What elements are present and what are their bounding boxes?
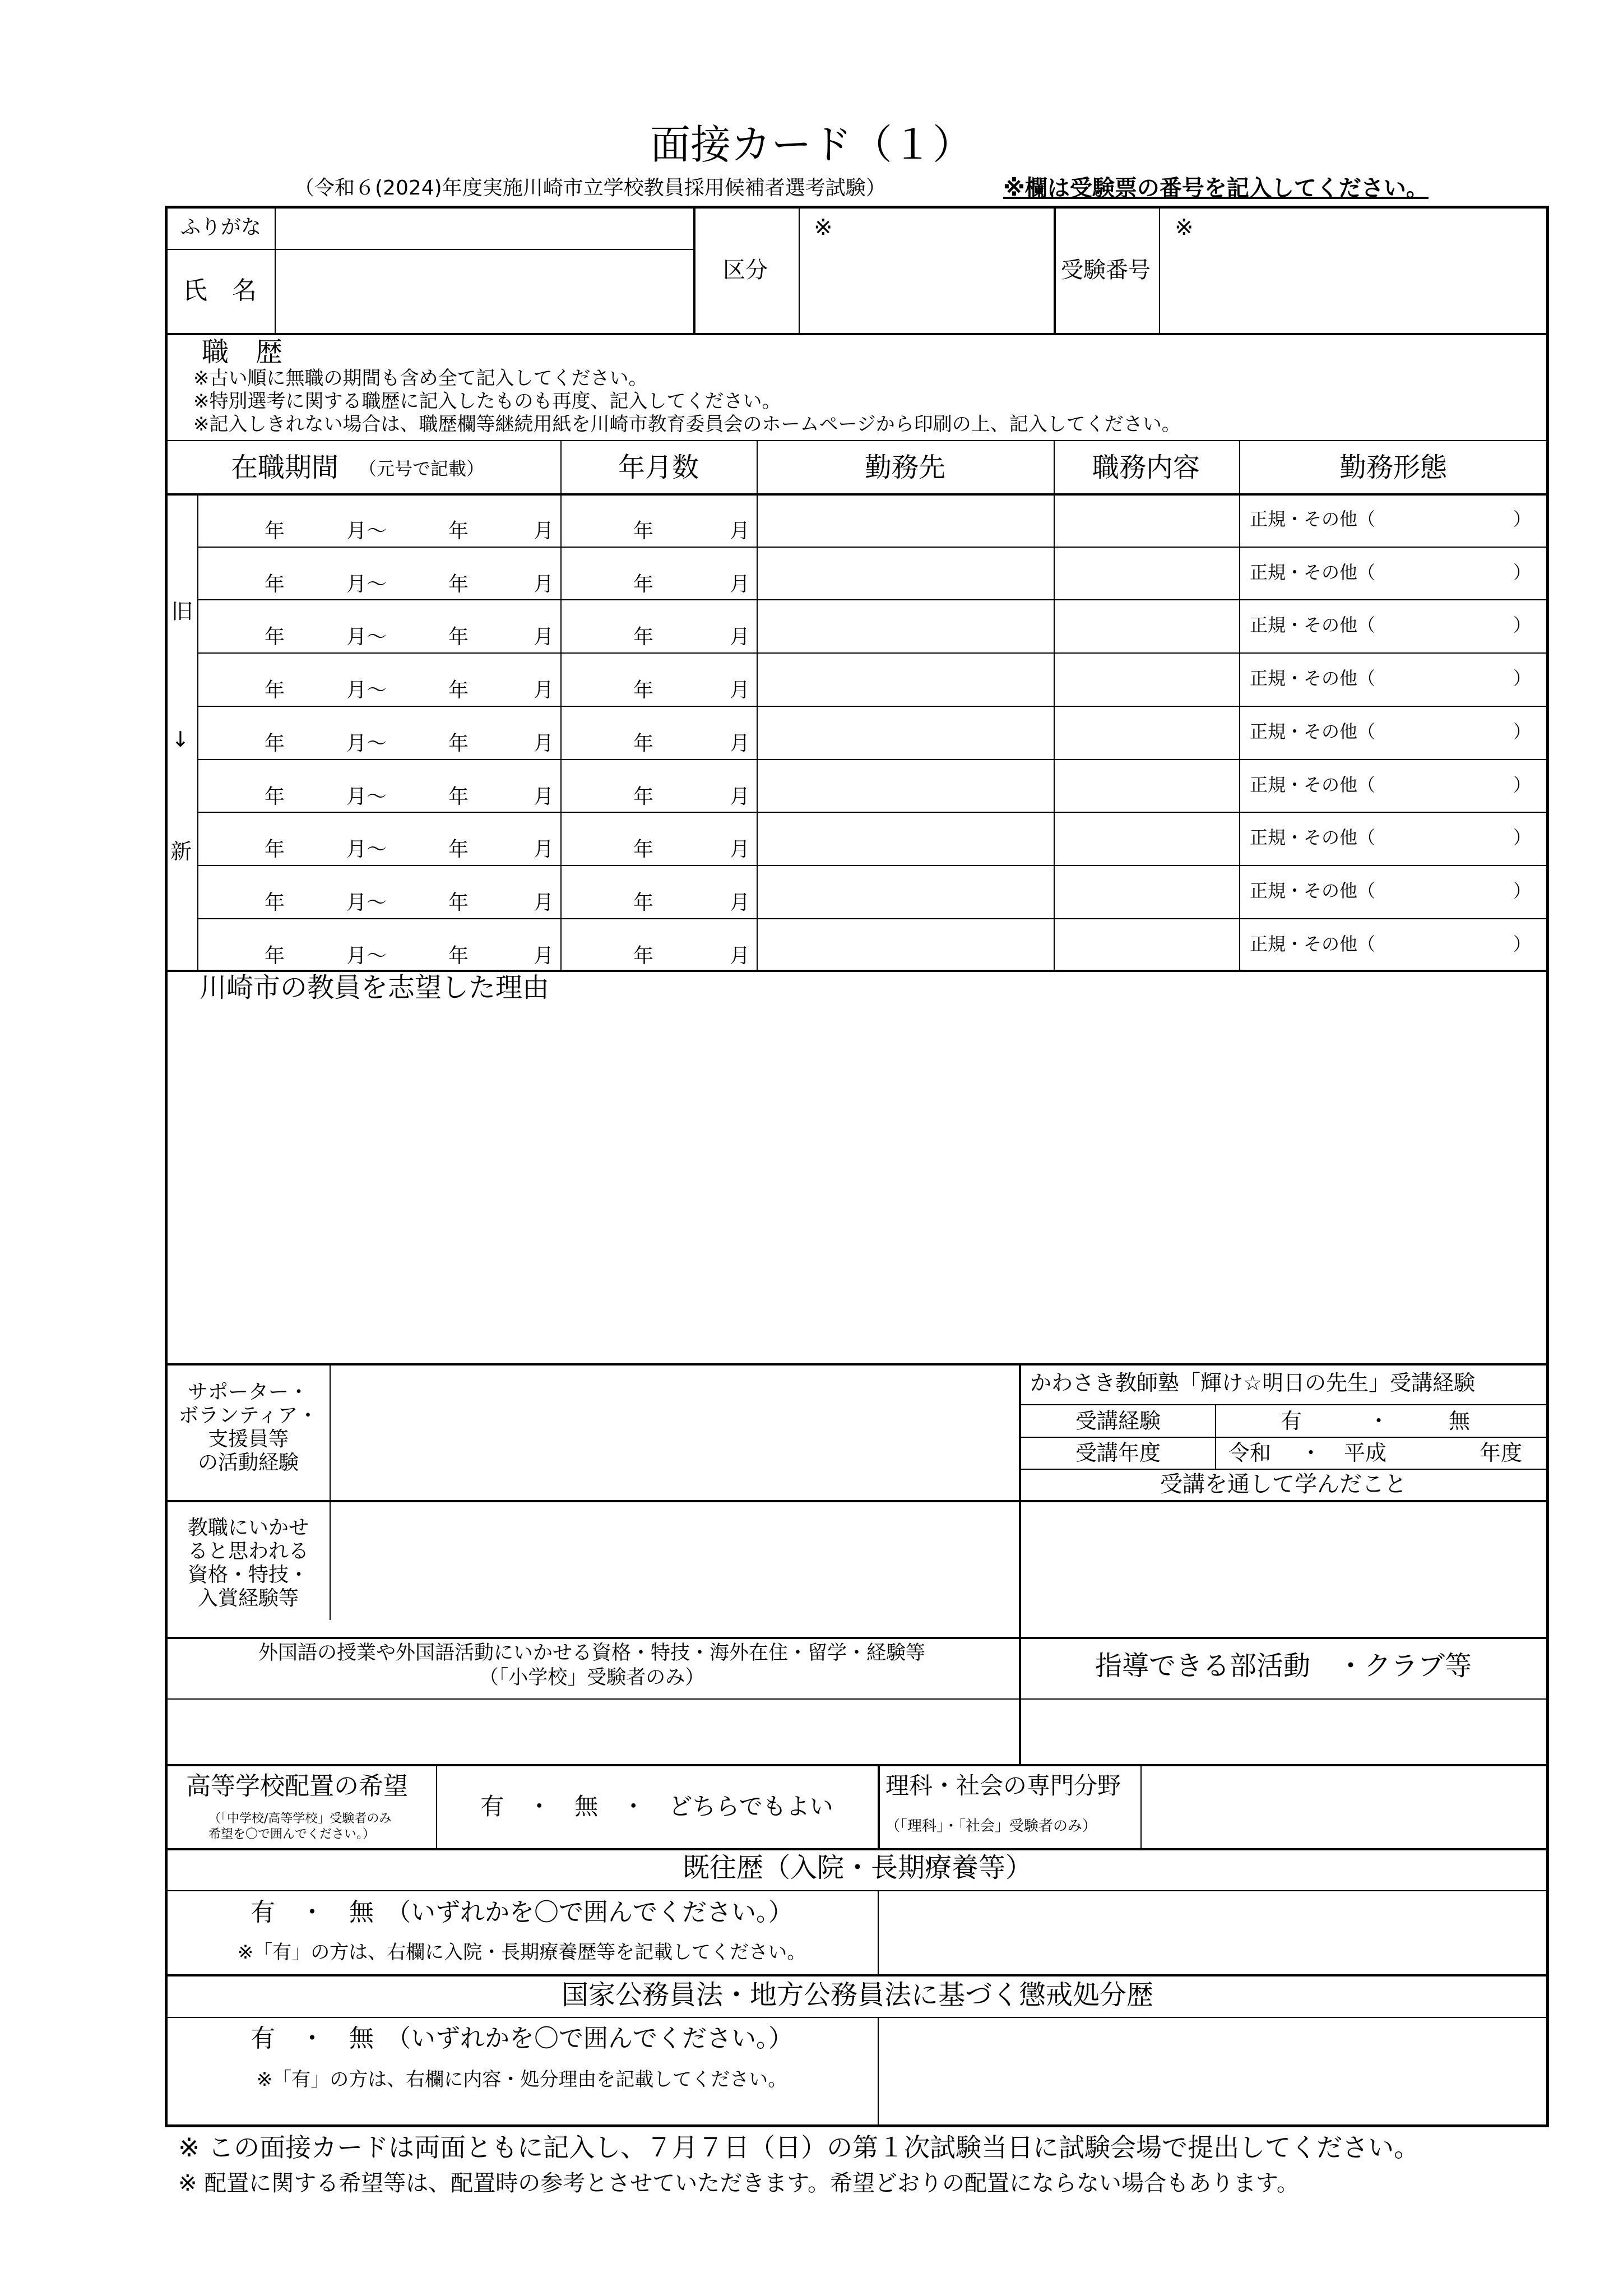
duration-year-label: 年 bbox=[633, 891, 654, 914]
duration-year-label: 年 bbox=[633, 679, 654, 702]
employment-type-option[interactable]: 正規・その他（ bbox=[1250, 933, 1376, 955]
order-label-new: 新 bbox=[170, 839, 192, 864]
specialty-label: 理科・社会の専門分野 bbox=[885, 1772, 1121, 1799]
period-from-month-label: 月〜 bbox=[346, 732, 387, 755]
name-input[interactable] bbox=[277, 251, 692, 332]
qualifications-label: ると思われる bbox=[187, 1540, 309, 1563]
period-to-month-label: 月 bbox=[534, 838, 554, 862]
juku-experience-no[interactable]: 無 bbox=[1449, 1409, 1471, 1433]
duration-month-label: 月 bbox=[730, 520, 750, 543]
duration-month-label: 月 bbox=[730, 785, 750, 808]
period-from-month-label: 月〜 bbox=[346, 679, 387, 702]
employment-type-close: ） bbox=[1513, 827, 1532, 849]
qualifications-input[interactable] bbox=[332, 1502, 1017, 1620]
duties-input[interactable] bbox=[1056, 600, 1238, 651]
employer-input[interactable] bbox=[759, 919, 1052, 970]
duration-year-label: 年 bbox=[633, 944, 654, 968]
employment-type-close: ） bbox=[1513, 720, 1532, 742]
duration-year-label: 年 bbox=[633, 838, 654, 862]
employer-input[interactable] bbox=[759, 707, 1052, 758]
period-to-year-label: 年 bbox=[448, 520, 469, 543]
activities-input[interactable] bbox=[332, 1365, 1017, 1499]
medical-options[interactable]: 有 ・ 無 （いずれかを〇で囲んでください。） bbox=[251, 1898, 793, 1927]
footer-note: ※ 配置に関する希望等は、配置時の参考とさせていただきます。希望どおりの配置にならない場合もあります。 bbox=[178, 2170, 1299, 2196]
order-label-old: 旧 bbox=[171, 599, 193, 624]
duties-input[interactable] bbox=[1056, 813, 1238, 864]
high-school-options[interactable]: 有 ・ 無 ・ どちらでもよい bbox=[480, 1793, 833, 1820]
page-subtitle: （令和６(2024)年度実施川崎市立学校教員採用候補者選考試験） bbox=[294, 177, 886, 200]
duties-input[interactable] bbox=[1056, 919, 1238, 970]
career-note: ※特別選考に関する職歴に記入したものも再度、記入してください。 bbox=[193, 390, 781, 413]
employer-input[interactable] bbox=[759, 813, 1052, 864]
medical-details-input[interactable] bbox=[880, 1891, 1547, 1973]
duration-year-label: 年 bbox=[633, 732, 654, 755]
duties-input[interactable] bbox=[1056, 760, 1238, 811]
duration-year-label: 年 bbox=[633, 572, 654, 596]
exam-number-input[interactable] bbox=[1161, 209, 1547, 332]
period-from-year-label: 年 bbox=[265, 626, 285, 649]
career-title: 職 歴 bbox=[202, 336, 283, 368]
high-school-label: 高等学校配置の希望 bbox=[186, 1772, 408, 1800]
duration-month-label: 月 bbox=[730, 679, 750, 702]
high-school-note: （「中学校/高等学校」受験者のみ bbox=[208, 1812, 392, 1826]
duration-month-label: 月 bbox=[730, 572, 750, 596]
duration-header: 年月数 bbox=[618, 452, 699, 483]
juku-title: かわさき教師塾「輝け☆明日の先生」受講経験 bbox=[1030, 1371, 1476, 1395]
footer-note: ※ この面接カードは両面ともに記入し、７月７日（日）の第１次試験当日に試験会場で提出してください。 bbox=[178, 2132, 1420, 2163]
career-note: ※古い順に無職の期間も含め全て記入してください。 bbox=[193, 367, 648, 390]
period-input[interactable] bbox=[200, 548, 559, 599]
juku-experience-label: 受講経験 bbox=[1075, 1409, 1161, 1433]
duration-year-label: 年 bbox=[633, 520, 654, 543]
discipline-options[interactable]: 有 ・ 無 （いずれかを〇で囲んでください。） bbox=[251, 2024, 793, 2053]
club-input[interactable] bbox=[1021, 1701, 1547, 1762]
duties-input[interactable] bbox=[1056, 548, 1238, 599]
employment-type-close: ） bbox=[1513, 561, 1532, 583]
specialty-input[interactable] bbox=[1143, 1766, 1547, 1847]
period-from-year-label: 年 bbox=[265, 732, 285, 755]
order-label-arrow: ↓ bbox=[171, 727, 189, 752]
period-header: 在職期間 bbox=[231, 452, 339, 483]
employment-type-option[interactable]: 正規・その他（ bbox=[1250, 720, 1376, 742]
period-input[interactable] bbox=[200, 654, 559, 705]
duration-month-label: 月 bbox=[730, 732, 750, 755]
employment-type-option[interactable]: 正規・その他（ bbox=[1250, 614, 1376, 636]
period-to-month-label: 月 bbox=[534, 785, 554, 808]
juku-experience-dot: ・ bbox=[1368, 1409, 1390, 1433]
reason-label: 川崎市の教員を志望した理由 bbox=[200, 972, 550, 1003]
reason-textarea[interactable] bbox=[168, 1009, 1547, 1362]
employment-type-header: 勤務形態 bbox=[1339, 452, 1448, 483]
period-input[interactable] bbox=[200, 760, 559, 811]
category-mark: ※ bbox=[814, 215, 833, 240]
employment-type-close: ） bbox=[1513, 774, 1532, 795]
period-input[interactable] bbox=[200, 919, 559, 970]
discipline-note: ※「有」の方は、右欄に内容・処分理由を記載してください。 bbox=[256, 2068, 787, 2091]
duration-month-label: 月 bbox=[730, 944, 750, 968]
furigana-input[interactable] bbox=[277, 209, 692, 248]
juku-learned-input[interactable] bbox=[1021, 1502, 1547, 1637]
name-label: 氏 名 bbox=[183, 276, 257, 305]
period-to-month-label: 月 bbox=[534, 944, 554, 968]
juku-year-suffix: 年度 bbox=[1480, 1441, 1523, 1465]
employment-type-option[interactable]: 正規・その他（ bbox=[1250, 879, 1376, 901]
juku-year-label: 受講年度 bbox=[1075, 1441, 1161, 1465]
period-from-year-label: 年 bbox=[265, 520, 285, 543]
employment-type-option[interactable]: 正規・その他（ bbox=[1250, 508, 1376, 530]
activities-label: サポーター・ bbox=[187, 1381, 309, 1404]
qualifications-label: 入賞経験等 bbox=[197, 1587, 299, 1610]
juku-year-heisei[interactable]: 平成 bbox=[1344, 1441, 1387, 1465]
period-from-month-label: 月〜 bbox=[346, 944, 387, 968]
medical-title: 既往歴（入院・長期療養等） bbox=[682, 1852, 1033, 1883]
employer-input[interactable] bbox=[759, 760, 1052, 811]
period-to-year-label: 年 bbox=[448, 572, 469, 596]
specialty-note: （「理科」・「社会」受験者のみ） bbox=[885, 1818, 1097, 1835]
period-from-month-label: 月〜 bbox=[346, 838, 387, 862]
period-from-year-label: 年 bbox=[265, 785, 285, 808]
duration-month-label: 月 bbox=[730, 626, 750, 649]
period-input[interactable] bbox=[200, 600, 559, 651]
period-from-month-label: 月〜 bbox=[346, 520, 387, 543]
furigana-label: ふりがな bbox=[180, 216, 262, 239]
employment-type-close: ） bbox=[1513, 668, 1532, 689]
header-note: ※欄は受験票の番号を記入してください。 bbox=[1003, 175, 1429, 201]
exam-number-mark: ※ bbox=[1175, 215, 1194, 240]
period-from-month-label: 月〜 bbox=[346, 626, 387, 649]
period-to-month-label: 月 bbox=[534, 732, 554, 755]
category-input[interactable] bbox=[801, 209, 1052, 332]
duties-input[interactable] bbox=[1056, 707, 1238, 758]
employment-type-close: ） bbox=[1513, 879, 1532, 901]
period-to-year-label: 年 bbox=[448, 785, 469, 808]
period-from-year-label: 年 bbox=[265, 572, 285, 596]
employment-type-close: ） bbox=[1513, 933, 1532, 955]
period-input[interactable] bbox=[200, 707, 559, 758]
period-to-year-label: 年 bbox=[448, 891, 469, 914]
period-from-month-label: 月〜 bbox=[346, 785, 387, 808]
foreign-language-note: （「小学校」受験者のみ） bbox=[479, 1667, 705, 1689]
duration-month-label: 月 bbox=[730, 838, 750, 862]
activities-label: 支援員等 bbox=[207, 1428, 289, 1451]
high-school-note: 希望を〇で囲んでください。） bbox=[208, 1827, 375, 1841]
period-to-year-label: 年 bbox=[448, 944, 469, 968]
employment-type-option[interactable]: 正規・その他（ bbox=[1250, 774, 1376, 795]
duties-input[interactable] bbox=[1056, 494, 1238, 545]
employer-input[interactable] bbox=[759, 866, 1052, 917]
period-input[interactable] bbox=[200, 813, 559, 864]
employment-type-option[interactable]: 正規・その他（ bbox=[1250, 561, 1376, 583]
employment-type-close: ） bbox=[1513, 614, 1532, 636]
employment-type-option[interactable]: 正規・その他（ bbox=[1250, 827, 1376, 849]
employer-header: 勤務先 bbox=[864, 452, 946, 483]
medical-note: ※「有」の方は、右欄に入院・長期療養歴等を記載してください。 bbox=[237, 1941, 806, 1964]
employer-input[interactable] bbox=[759, 548, 1052, 599]
employer-input[interactable] bbox=[759, 654, 1052, 705]
period-to-year-label: 年 bbox=[448, 679, 469, 702]
period-to-month-label: 月 bbox=[534, 626, 554, 649]
duties-input[interactable] bbox=[1056, 866, 1238, 917]
employment-type-close: ） bbox=[1513, 508, 1532, 530]
qualifications-label: 資格・特技・ bbox=[187, 1563, 309, 1586]
duties-input[interactable] bbox=[1056, 654, 1238, 705]
period-input[interactable] bbox=[200, 866, 559, 917]
duties-header: 職務内容 bbox=[1092, 452, 1200, 483]
career-note: ※記入しきれない場合は、職歴欄等継続用紙を川崎市教育委員会のホームページから印刷の上、記入してください。 bbox=[193, 413, 1181, 436]
qualifications-label: 教職にいかせ bbox=[187, 1516, 309, 1539]
discipline-details-input[interactable] bbox=[880, 2018, 1547, 2126]
duration-year-label: 年 bbox=[633, 626, 654, 649]
period-from-year-label: 年 bbox=[265, 679, 285, 702]
juku-learned-label: 受講を通して学んだこと bbox=[1160, 1471, 1407, 1497]
exam-number-label: 受験番号 bbox=[1061, 257, 1151, 283]
club-label: 指導できる部活動 ・クラブ等 bbox=[1095, 1650, 1472, 1682]
duration-month-label: 月 bbox=[730, 891, 750, 914]
employer-input[interactable] bbox=[759, 600, 1052, 651]
category-label: 区分 bbox=[723, 257, 768, 283]
period-from-year-label: 年 bbox=[265, 891, 285, 914]
period-to-month-label: 月 bbox=[534, 520, 554, 543]
period-to-year-label: 年 bbox=[448, 732, 469, 755]
juku-year-reiwa[interactable]: 令和 bbox=[1228, 1441, 1272, 1465]
activities-label: の活動経験 bbox=[197, 1451, 299, 1474]
juku-experience-yes[interactable]: 有 bbox=[1281, 1409, 1302, 1433]
page-title: 面接カード（１） bbox=[650, 121, 973, 168]
period-to-year-label: 年 bbox=[448, 626, 469, 649]
period-from-month-label: 月〜 bbox=[346, 572, 387, 596]
period-from-month-label: 月〜 bbox=[346, 891, 387, 914]
period-to-month-label: 月 bbox=[534, 891, 554, 914]
discipline-title: 国家公務員法・地方公務員法に基づく懲戒処分歴 bbox=[561, 1979, 1154, 2011]
duration-year-label: 年 bbox=[633, 785, 654, 808]
employment-type-option[interactable]: 正規・その他（ bbox=[1250, 668, 1376, 689]
period-to-month-label: 月 bbox=[534, 679, 554, 702]
period-input[interactable] bbox=[200, 494, 559, 545]
activities-label: ボランティア・ bbox=[178, 1404, 318, 1427]
employer-input[interactable] bbox=[759, 494, 1052, 545]
period-from-year-label: 年 bbox=[265, 838, 285, 862]
foreign-language-input[interactable] bbox=[168, 1701, 1017, 1762]
period-to-month-label: 月 bbox=[534, 572, 554, 596]
juku-year-dot: ・ bbox=[1300, 1441, 1322, 1465]
foreign-language-label: 外国語の授業や外国語活動にいかせる資格・特技・海外在住・留学・経験等 bbox=[258, 1642, 926, 1664]
period-to-year-label: 年 bbox=[448, 838, 469, 862]
period-header-note: （元号で記載） bbox=[359, 458, 485, 479]
period-from-year-label: 年 bbox=[265, 944, 285, 968]
